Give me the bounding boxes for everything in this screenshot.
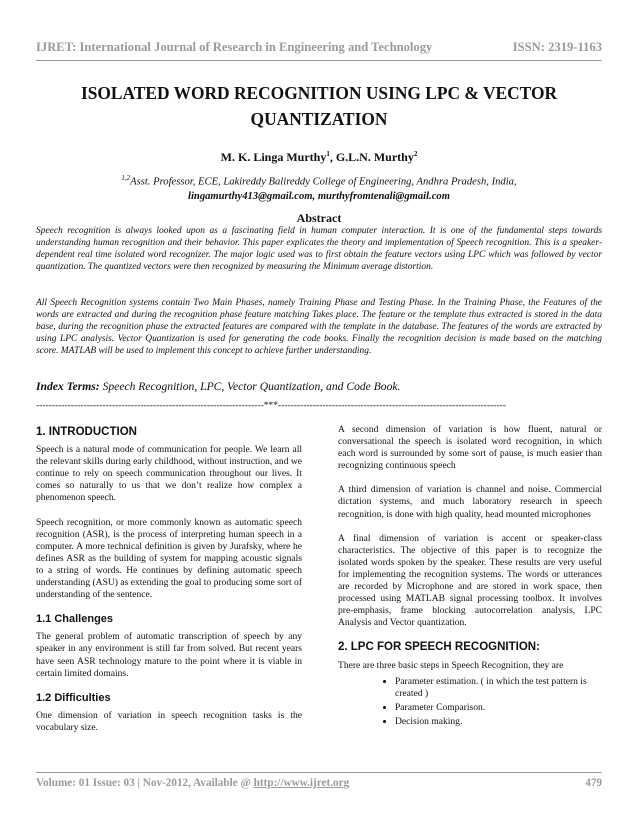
affiliation xyxy=(36,171,602,204)
author-1: M. K. Linga Murthy xyxy=(220,150,327,164)
author-2-sup: 2 xyxy=(413,150,418,158)
subsection-heading-challenges: 1.1 Challenges xyxy=(36,613,114,626)
journal-link[interactable]: http://www.ijret.org xyxy=(253,777,350,789)
authors xyxy=(36,150,602,165)
right-paragraph-3: A final dimension of variation is accent or speaker-class characteristics. The objective of this paper is to recognize the isolated words spoken by the speaker. These results are very useful for implementing the recognition systems. The words or utterances are recorded by Microphone and are stored in work space, then processed using MATLAB signal processing toolbox. It involves pre-emphasis, frame blocking autocorrelation analysis, LPC Analysis and Vector quantization. xyxy=(338,532,602,629)
right-column xyxy=(338,424,602,730)
page-number: 479 xyxy=(585,777,602,789)
author-2: , G.L.N. Murthy xyxy=(329,150,414,164)
footer-volume-info xyxy=(36,777,349,789)
list-item: • Parameter estimation. ( in which the test pattern is created ) xyxy=(395,676,602,700)
right-paragraph-2: A third dimension of variation is channel and noise. Commercial dictation systems, and much laboratory research in speech recognition, is done with high quality, head mounted microphones xyxy=(338,484,602,520)
affiliation-sup: 1,2 xyxy=(121,174,131,182)
footer-prefix: Volume: 01 Issue: 03 | Nov-2012, Available @ xyxy=(36,777,254,789)
index-terms xyxy=(36,380,602,393)
section-heading-lpc: 2. LPC FOR SPEECH RECOGNITION: xyxy=(338,641,540,654)
title-line-1: ISOLATED WORD RECOGNITION USING LPC & VECTOR xyxy=(80,83,558,103)
difficulties-paragraph: One dimension of variation in speech recognition tasks is the vocabulary size. xyxy=(36,709,302,733)
challenges-paragraph: The general problem of automatic transcription of speech by any speaker in any environment is still far from solved. But recent years have seen ASR technology mature to the point where it is viable in certain limited domains. xyxy=(36,631,302,679)
header-rule xyxy=(36,60,602,61)
index-terms-label: Index Terms: xyxy=(36,380,100,393)
subsection-heading-difficulties: 1.2 Difficulties xyxy=(36,691,111,704)
right-paragraph-4: There are three basic steps in Speech Recognition, they are xyxy=(338,659,564,671)
steps-list xyxy=(338,676,602,728)
abstract-paragraph-1: Speech recognition is always looked upon as a fascinating field in human computer interaction. It is one of the fundamental steps towards understanding human recognition and their behavior. This paper explicates the theory and implementation of Speech recognition. This is a speaker-dependent real time isolated word recognizer. The major logic used was to first obtain the feature vectors using LPC which was followed by vector quantization. The quantized vectors were then recognized by measuring the Minimum average distortion. xyxy=(36,226,602,273)
section-separator: ------------------------------------------------------------------------***------------------------------------------------------------------------ xyxy=(36,401,506,411)
paper-title xyxy=(36,80,602,132)
left-column xyxy=(36,424,302,746)
list-item: • Decision making. xyxy=(395,716,602,728)
issn: ISSN: 2319-1163 xyxy=(512,40,602,54)
abstract-paragraph-2: All Speech Recognition systems contain Two Main Phases, namely Training Phase and Testing Phase. In the Training Phase, the Features of the words are extracted and during the recognition phase feature matching Takes place. The feature or the template thus extracted is stored in the data base, during the recognition phase the extracted features are compared with the template in the database. The features of the words are extracted by using LPC analysis. Vector Quantization is used for generating the code books. Finally the recognition decision is made based on the matching score. MATLAB will be used to implement this concept to achieve further understanding. xyxy=(36,298,602,357)
list-item: • Parameter Comparison. xyxy=(395,702,602,714)
journal-name: IJRET: International Journal of Research in Engineering and Technology xyxy=(36,40,433,54)
intro-paragraph-2: Speech recognition, or more commonly known as automatic speech recognition (ASR), is the process of interpreting human speech in a computer. A more technical definition is given by Jurafsky, where he defines ASR as the building of system for mapping acoustic signals to a string of words. He continues by defining automatic speech understanding (ASU) as extending the goal to producing some sort of understanding of the sentence. xyxy=(36,516,302,601)
footer-rule xyxy=(36,772,602,773)
index-terms-text: Speech Recognition, LPC, Vector Quantization, and Code Book. xyxy=(102,380,401,393)
intro-paragraph-1: Speech is a natural mode of communication for people. We learn all the relevant skills during early childhood, without instruction, and we continue to rely on speech communication throughout our lives. It comes so naturally to us that we don’t realize how complex a phenomenon speech. xyxy=(36,444,302,504)
section-heading-introduction: 1. INTRODUCTION xyxy=(36,426,137,438)
affiliation-text: Asst. Professor, ECE, Lakireddy Balireddy College of Engineering, Andhra Pradesh, India, xyxy=(130,176,517,188)
title-line-2: QUANTIZATION xyxy=(250,109,388,129)
abstract-heading: Abstract xyxy=(296,211,342,225)
author-emails: lingamurthy413@gmail.com, murthyfromtenali@gmail.com xyxy=(188,190,450,202)
author-1-sup: 1 xyxy=(326,150,330,158)
right-paragraph-1: A second dimension of variation is how fluent, natural or conversational the speech is isolated word recognition, in which each word is surrounded by some sort of pause, is much easier than recognizing continuous speech xyxy=(338,424,602,472)
